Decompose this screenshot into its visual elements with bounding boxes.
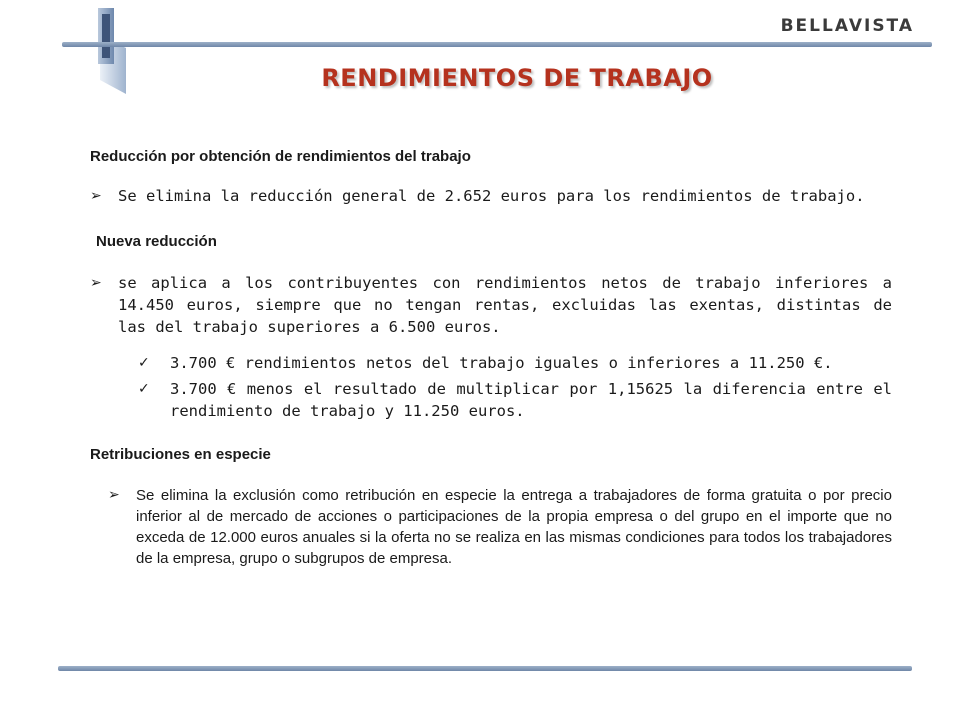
check-item xyxy=(138,352,892,374)
check-item-text: 3.700 € menos el resultado de multiplicar por 1,15625 la diferencia entre el rendimiento de trabajo y 11.250 euros. xyxy=(170,380,892,420)
arrow-bullet-icon: ➢ xyxy=(90,188,102,204)
section-heading-especie: Retribuciones en especie xyxy=(90,446,271,463)
checkmark-icon: ✓ xyxy=(138,381,150,397)
list-item xyxy=(108,485,892,569)
check-item-text: 3.700 € rendimientos netos del trabajo iguales o inferiores a 11.250 €. xyxy=(170,354,833,372)
list-item xyxy=(90,185,892,207)
footer-divider xyxy=(58,666,912,671)
list-item xyxy=(90,272,892,338)
list-item-text: Se elimina la exclusión como retribución en especie la entrega a trabajadores de forma gratuita o por precio inferior al de mercado de acciones o participaciones de la propia empresa o del grupo en el importe que no exceda de 12.000 euros anuales si la oferta no se realiza en las mismas condiciones para todos los trabajadores de la empresa, grupo o subgrupos de empresa. xyxy=(136,487,892,567)
arrow-bullet-icon: ➢ xyxy=(90,275,102,291)
checkmark-icon: ✓ xyxy=(138,355,150,371)
section-heading-reduccion: Reducción por obtención de rendimientos del trabajo xyxy=(90,148,471,165)
brand-name: BELLAVISTA xyxy=(780,16,914,36)
slide-content xyxy=(90,148,892,569)
page-title: RENDIMIENTOS DE TRABAJO xyxy=(321,64,713,92)
check-list xyxy=(138,352,892,422)
especie-list xyxy=(108,485,892,569)
arrow-bullet-icon: ➢ xyxy=(108,487,120,503)
header-divider xyxy=(62,42,932,47)
check-item xyxy=(138,378,892,422)
list-item-text: Se elimina la reducción general de 2.652 euros para los rendimientos de trabajo. xyxy=(118,187,865,205)
section-heading-nueva: Nueva reducción xyxy=(96,233,217,250)
list-item-text: se aplica a los contribuyentes con rendimientos netos de trabajo inferiores a 14.450 euros, siempre que no tengan rentas, excluidas las exentas, distintas de las del trabajo superiores a 6.500 euros. xyxy=(118,274,892,336)
